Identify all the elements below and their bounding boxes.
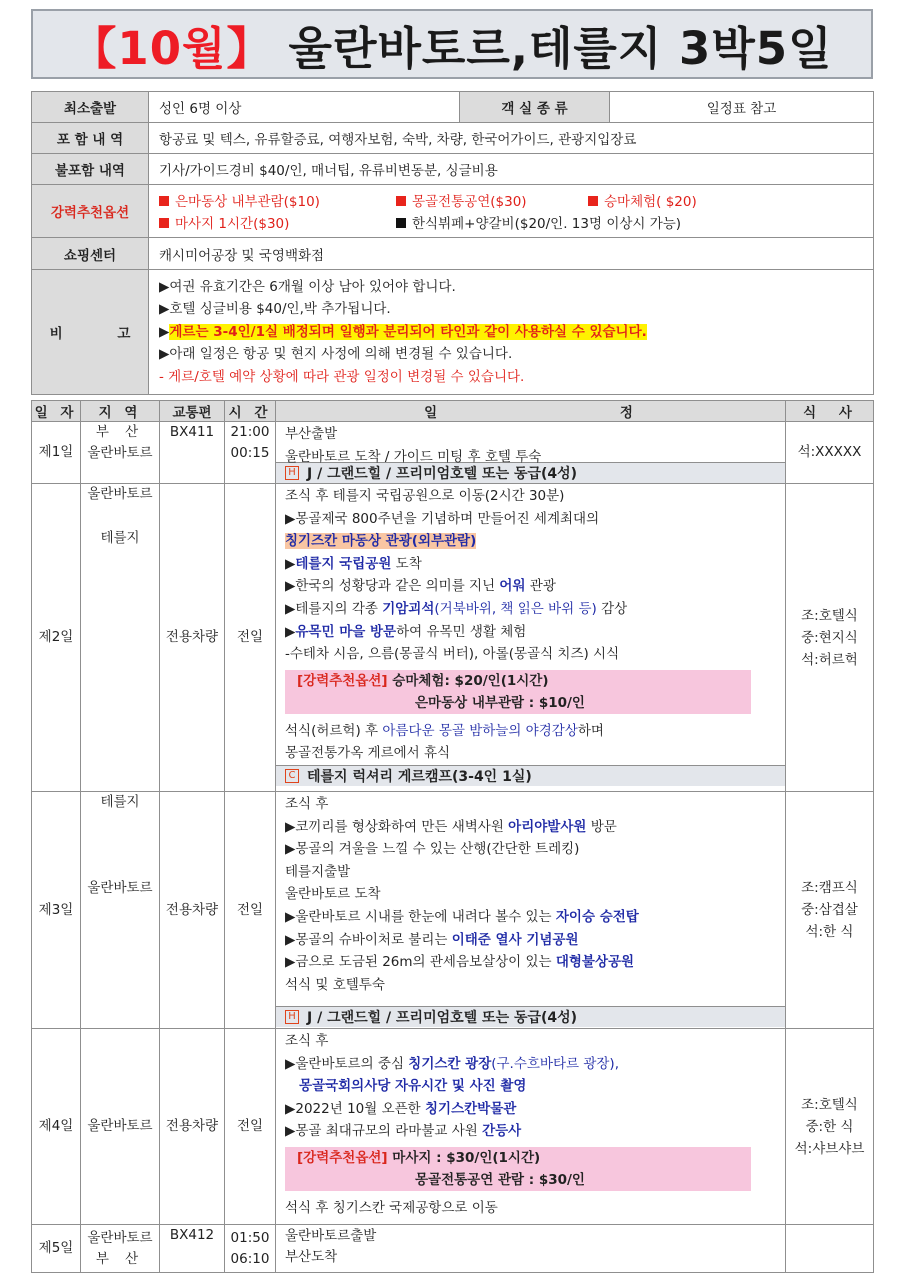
day-time: 01:50 06:10: [225, 1225, 276, 1273]
itinerary-line: ▶테를지의 각종 기암괴석(거북바위, 책 읽은 바위 등) 감상: [285, 600, 628, 617]
option-highlight-box: [강력추천옵션] 승마체험: $20/인(1시간) 은마동상 내부관람 : $10/인: [285, 670, 751, 714]
header-day: 일 자: [32, 401, 81, 422]
hotel-bar: C 테를지 럭셔리 게르캠프(3-4인 1실): [276, 765, 785, 786]
option-item: 은마동상 내부관람($10): [159, 190, 396, 210]
itinerary-line: 석식 후 칭기스칸 국제공항으로 이동: [285, 1199, 498, 1216]
option-item: 한식뷔페+양갈비($20/인. 13명 이상시 가능): [396, 212, 681, 232]
excluded-label: 불포함 내역: [32, 154, 149, 185]
itinerary-line: ▶몽골의 슈바이처로 불리는 이태준 열사 기념공원: [285, 931, 579, 948]
option-item: 승마체험( $20): [588, 190, 697, 210]
title-main: 울란바토르,테를지 3박5일: [288, 21, 833, 75]
itinerary-line: 울란바토르 도착: [285, 886, 381, 903]
itinerary-line: ▶유목민 마을 방문하여 유목민 생활 체험: [285, 623, 527, 640]
option-highlight-box: [강력추천옵션] 마사지 : $30/인(1시간) 몽골전통공연 관람 : $30/인: [285, 1147, 751, 1191]
day-label: 제4일: [32, 1029, 81, 1225]
itinerary-line: ▶울란바토르의 중심 칭기스칸 광장(구.수흐바타르 광장),: [285, 1055, 619, 1072]
day-transport: 전용차량: [160, 792, 225, 1029]
remark-line: ▶게르는 3-4인/1실 배정되며 일행과 분리되어 타인과 같이 사용하실 수 있습니다.: [159, 323, 647, 340]
day-itinerary: [276, 422, 786, 484]
hotel-bar: H J / 그랜드힐 / 프리미엄호텔 또는 동급(4성): [276, 1006, 785, 1027]
day-meal: 조:호텔식 중:한 식 석:샤브샤브: [786, 1029, 874, 1225]
day-time: 전일: [225, 484, 276, 792]
day-time: 21:00 00:15: [225, 422, 276, 484]
header-itinerary: 일 정: [276, 401, 786, 422]
black-square-icon: [396, 218, 406, 228]
day-time: 전일: [225, 1029, 276, 1225]
day-transport: BX412: [160, 1225, 225, 1273]
day-row: [32, 1029, 874, 1225]
day-label: 제2일: [32, 484, 81, 792]
itinerary-line: ▶테를지 국립공원 도착: [285, 555, 422, 572]
itinerary-line: 부산출발: [285, 426, 338, 442]
option-item: 몽골전통공연($30): [396, 190, 588, 210]
day-place: 울란바토르 테를지: [81, 484, 160, 792]
day-meal: 조:호텔식 중:현지식 석:허르헉: [786, 484, 874, 792]
day-place: 부 산 울란바토르: [81, 422, 160, 484]
remark-line: ▶호텔 싱글비용 $40/인,박 추가됩니다.: [159, 301, 391, 318]
min-departure-value: 성인 6명 이상: [149, 92, 460, 123]
red-square-icon: [588, 196, 598, 206]
day-meal: 석:XXXXX: [786, 422, 874, 484]
day-transport: 전용차량: [160, 484, 225, 792]
itinerary-line: 조식 후: [285, 1033, 329, 1049]
day-place: 테를지 울란바토르: [81, 792, 160, 1029]
day-time: 전일: [225, 792, 276, 1029]
day-itinerary: [276, 1029, 786, 1225]
day-row: [32, 792, 874, 1029]
remark-line: ▶아래 일정은 항공 및 현지 사정에 의해 변경될 수 있습니다.: [159, 346, 513, 363]
day-label: 제5일: [32, 1225, 81, 1273]
shopping-label: 쇼핑센터: [32, 238, 149, 270]
itinerary-line: 울란바토르 도착 / 가이드 미팅 후 호텔 투숙: [285, 448, 542, 465]
title-month: 【10월】: [71, 21, 273, 75]
excluded-value: 기사/가이드경비 $40/인, 매너팁, 유류비변동분, 싱글비용: [149, 154, 874, 185]
camp-icon: C: [285, 769, 299, 783]
day-itinerary: [276, 792, 786, 1029]
remark-line: - 게르/호텔 예약 상황에 따라 관광 일정이 변경될 수 있습니다.: [159, 368, 525, 385]
header-place: 지 역: [81, 401, 160, 422]
day-place: 울란바토르: [81, 1029, 160, 1225]
header-meal: 식 사: [786, 401, 874, 422]
itinerary-line: 부산도착: [285, 1249, 338, 1265]
room-type-value: 일정표 참고: [610, 92, 874, 123]
itinerary-line: 울란바토르출발: [285, 1228, 377, 1244]
itinerary-line: 칭기즈칸 마동상 관광(외부관람): [285, 533, 477, 550]
itinerary-line: -수테차 시음, 으름(몽골식 버터), 아롤(몽골식 치즈) 시식: [285, 646, 620, 663]
itinerary-line: ▶몽골 최대규모의 라마불교 사원 간등사: [285, 1123, 522, 1140]
itinerary-line: 석식 및 호텔투숙: [285, 976, 385, 993]
day-transport: 전용차량: [160, 1029, 225, 1225]
min-departure-label: 최소출발: [32, 92, 149, 123]
day-place: 울란바토르 부 산: [81, 1225, 160, 1273]
info-table: [31, 91, 874, 395]
day-label: 제1일: [32, 422, 81, 484]
hotel-icon: H: [285, 466, 299, 480]
option-item: 마사지 1시간($30): [159, 212, 396, 232]
itinerary-line: 몽골국회의사당 자유시간 및 사진 촬영: [299, 1078, 527, 1095]
itinerary-line: ▶한국의 성황당과 같은 의미를 지닌 어워 관광: [285, 578, 556, 595]
day-row: [32, 422, 874, 484]
options-value: [149, 185, 874, 238]
itinerary-line: ▶금으로 도금된 26m의 관세음보살상이 있는 대형불상공원: [285, 954, 635, 971]
itinerary-line: 석식(허르헉) 후 아름다운 몽골 밤하늘의 야경감상하며: [285, 722, 604, 739]
day-itinerary: [276, 1225, 786, 1273]
itinerary-line: ▶2022년 10월 오픈한 칭기스칸박물관: [285, 1100, 517, 1117]
day-meal: [786, 1225, 874, 1273]
day-row: [32, 484, 874, 792]
itinerary-line: ▶몽골의 겨울을 느낄 수 있는 산행(간단한 트레킹): [285, 841, 580, 858]
day-transport: BX411: [160, 422, 225, 484]
header-time: 시 간: [225, 401, 276, 422]
day-meal: 조:캠프식 중:삼겹살 석:한 식: [786, 792, 874, 1029]
remark-line: ▶여권 유효기간은 6개월 이상 남아 있어야 합니다.: [159, 278, 456, 295]
day-row: [32, 1225, 874, 1273]
included-value: 항공료 및 텍스, 유류할증료, 여행자보험, 숙박, 차량, 한국어가이드, 관광지입장료: [149, 123, 874, 154]
schedule-table: [31, 400, 874, 1273]
options-label: 강력추천옵션: [32, 185, 149, 238]
page-title: [31, 9, 873, 79]
included-label: 포 함 내 역: [32, 123, 149, 154]
day-itinerary: [276, 484, 786, 792]
itinerary-line: ▶코끼리를 형상화하여 만든 새벽사원 아리야발사원 방문: [285, 818, 617, 835]
red-square-icon: [396, 196, 406, 206]
hotel-bar: H J / 그랜드힐 / 프리미엄호텔 또는 동급(4성): [276, 462, 785, 483]
itinerary-line: ▶울란바토르 시내를 한눈에 내려다 볼수 있는 자이승 승전탑: [285, 908, 639, 925]
itinerary-line: 조식 후: [285, 796, 329, 812]
itinerary-line: 몽골전통가옥 게르에서 휴식: [285, 745, 451, 762]
red-square-icon: [159, 196, 169, 206]
room-type-label: 객 실 종 류: [460, 92, 610, 123]
remarks-label: 비 고: [32, 270, 149, 395]
hotel-icon: H: [285, 1010, 299, 1024]
shopping-value: 캐시미어공장 및 국영백화점: [149, 238, 874, 270]
itinerary-line: 테를지출발: [285, 863, 351, 880]
header-transport: 교통편: [160, 401, 225, 422]
remarks-value: [149, 270, 874, 395]
itinerary-line: 조식 후 테를지 국립공원으로 이동(2시간 30분): [285, 488, 565, 504]
itinerary-line: ▶몽골제국 800주년을 기념하며 만들어진 세계최대의: [285, 510, 600, 527]
red-square-icon: [159, 218, 169, 228]
day-label: 제3일: [32, 792, 81, 1029]
